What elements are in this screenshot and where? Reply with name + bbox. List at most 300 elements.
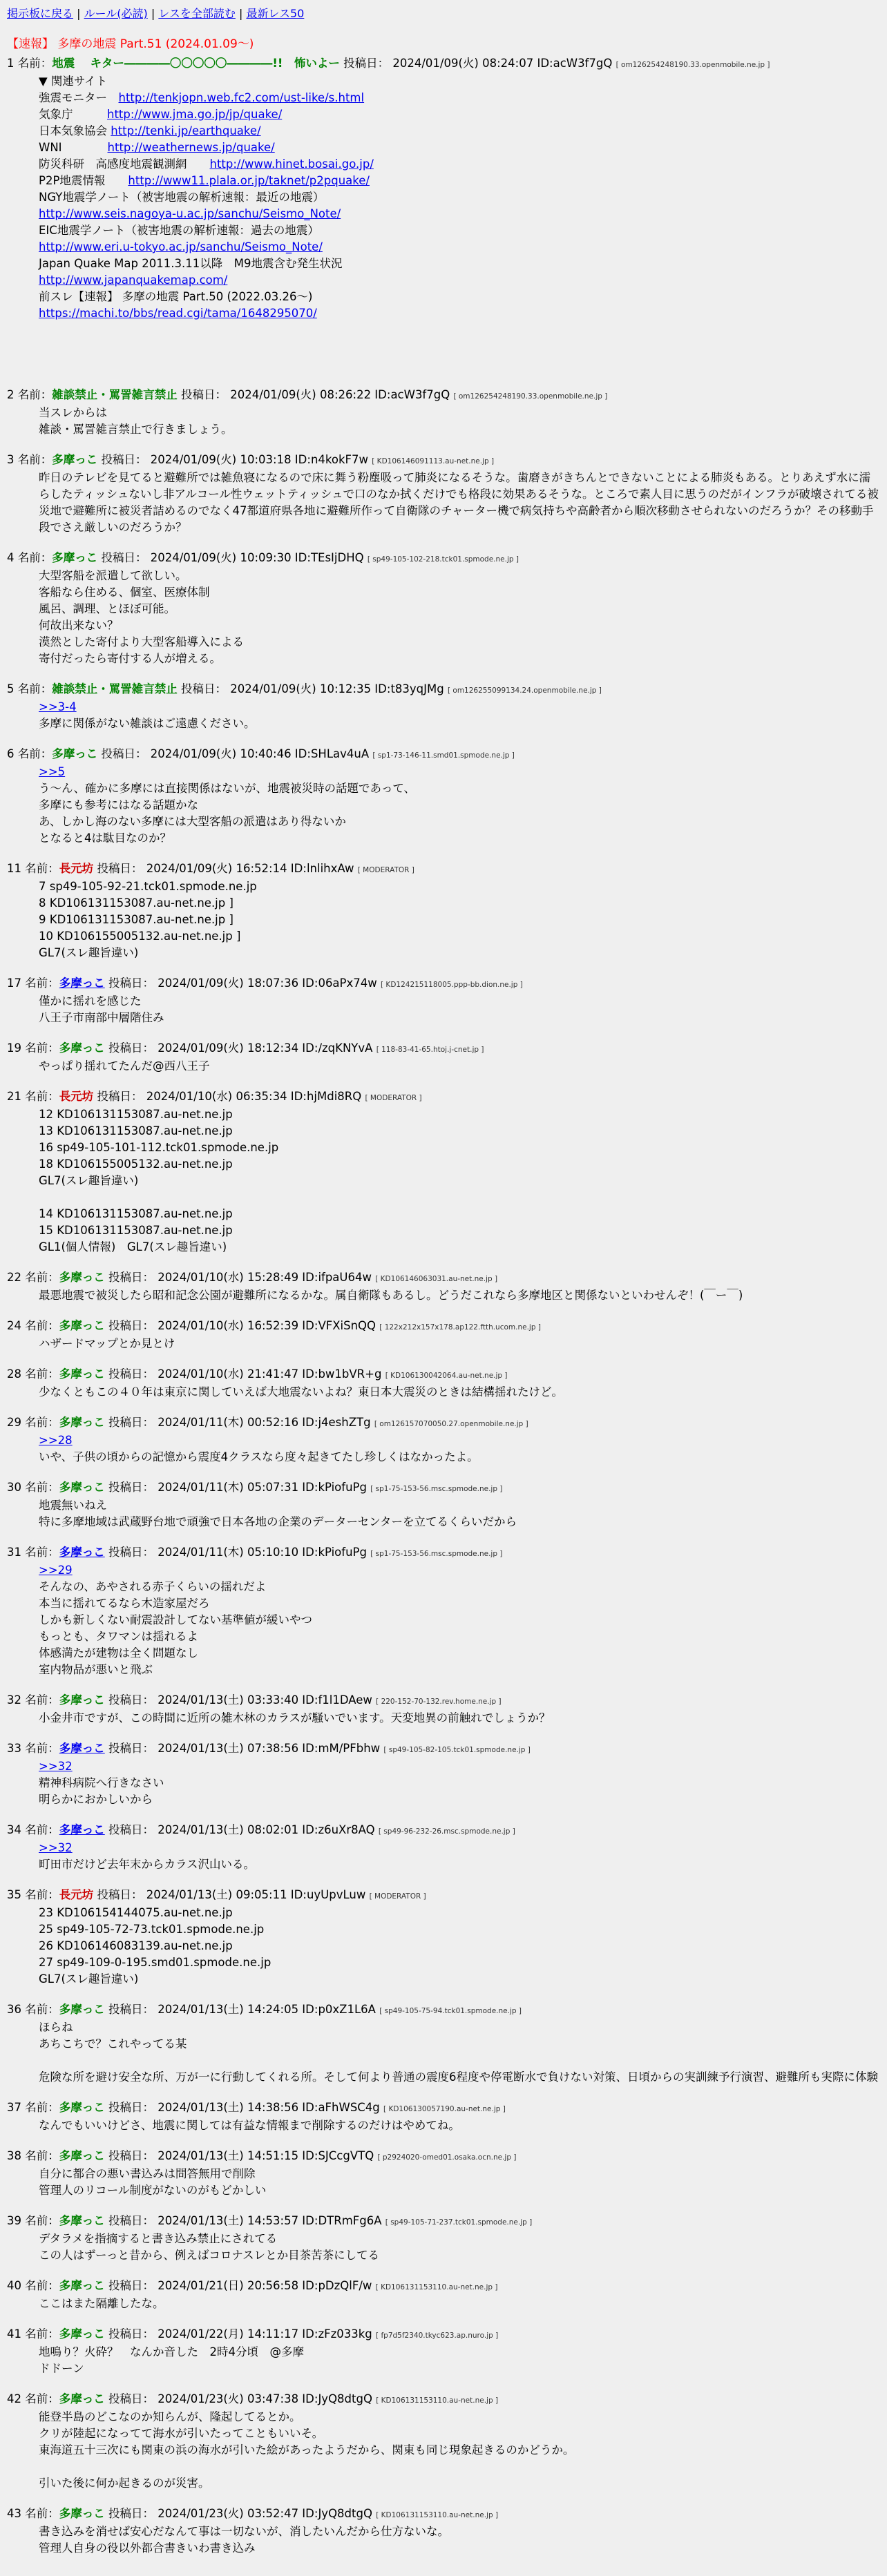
post-line [39,1449,880,1465]
post-date: 投稿日： 2024/01/13(土) 09:05:11 ID:uyUpvLuw [93,1888,370,1901]
post-text: ▼ 関連サイト [39,75,108,88]
name-label: 名前： [25,2149,59,2162]
post-body [39,1106,880,1256]
post-text: なんでもいいけどさ、地震に関しては有益な情報まで削除するのだけはやめてね。 [39,2119,460,2132]
post-text: 14 KD106131153087.au-net.ne.jp [39,1207,233,1220]
post-line [39,1905,880,1921]
related-site-link[interactable]: http://www.eri.u-tokyo.ac.jp/sanchu/Seismo_Note/ [39,240,323,253]
post-text: 12 KD106131153087.au-net.ne.jp [39,1108,233,1121]
post-line [39,1140,880,1156]
post-line [39,1206,880,1222]
post-line [39,1645,880,1662]
poster-name-link[interactable]: 多摩っこ [59,1546,105,1559]
post-text: 7 sp49-105-92-21.tck01.spmode.ne.jp [39,880,257,893]
post-date: 投稿日： 2024/01/13(土) 14:53:57 ID:DTRmFg6A [104,2214,385,2227]
post-host: [ sp1-75-153-56.msc.spmode.ne.jp ] [370,1550,503,1558]
post-host: [ sp49-105-71-237.tck01.spmode.ne.jp ] [385,2218,533,2227]
post-line [39,1595,880,1612]
post-body [39,1710,880,1727]
post-line [39,222,880,239]
post-line [39,2182,880,2199]
post-number: 30 [7,1481,26,1494]
poster-name: 多摩っこ [59,2507,105,2520]
post-number: 5 [7,682,18,695]
post-text: GL7(スレ趣旨違い) [39,1174,139,1187]
post-date: 投稿日： 2024/01/13(土) 03:33:40 ID:f1l1DAew [104,1693,376,1707]
post-body [39,993,880,1026]
name-label: 名前： [25,1742,59,1755]
post-text: 自分に都合の悪い書込みは問答無用で削除 [39,2167,256,2180]
post-line [39,421,880,438]
post-host: [ om126254248190.33.openmobile.ne.jp ] [616,61,770,69]
post [7,2326,880,2377]
poster-name: 多摩っこ [59,1319,105,1332]
post [7,452,880,536]
post-text: 引いた後に何か起きるのが災害。 [39,2477,210,2490]
post-body [39,73,880,322]
post-date: 投稿日： 2024/01/13(土) 14:24:05 ID:p0xZ1L6A [104,2003,380,2016]
name-label: 名前： [17,682,53,695]
post-number: 34 [7,1823,26,1836]
post-line [39,2442,880,2459]
post-line [39,2231,880,2247]
post-line [39,1775,880,1791]
post-header [7,2506,880,2524]
post-number: 21 [7,1090,26,1103]
post-text: 客船なら住める、個室、医療体制 [39,586,210,599]
post-text: 何故出来ない？ [39,619,119,632]
post-text: 23 KD106154144075.au-net.ne.jp [39,1906,233,1919]
related-site-link[interactable]: http://www.japanquakemap.com/ [39,273,228,287]
post-body [39,2019,880,2086]
post-line [39,651,880,667]
post-line [39,2296,880,2312]
post [7,681,880,732]
post-number: 38 [7,2149,26,2162]
post [7,2391,880,2492]
post [7,2278,880,2312]
post-header [7,1822,880,1840]
post-line [39,256,880,272]
post-header [7,746,880,764]
post-header [7,1692,880,1710]
post-text: 雑談・罵詈雑言禁止で行きましょう。 [39,423,233,436]
poster-name: 多摩っこ [59,2003,105,2016]
post-text: 危険な所を避け安全な所、万が一に行動してくれる所。そして何より普通の震度6程度や停電断水で負けない対策、日頃からの実訓練予行演習、避難所も実際に体験 [39,2070,878,2084]
post-host: [ KD106131153110.au-net.ne.jp ] [375,2283,498,2291]
name-label: 名前： [17,453,53,466]
poster-name: 多摩っこ [59,1367,105,1381]
post-text: 風呂、調理、とほぼ可能。 [39,602,175,615]
post-text: 体感満たが建物は全く問題なし [39,1646,198,1660]
post-host: [ sp49-105-102-218.tck01.spmode.ne.jp ] [367,555,519,564]
post [7,1414,880,1465]
post-line [39,2459,880,2475]
post-number: 22 [7,1271,26,1284]
post-line [39,1971,880,1988]
post-line [39,90,880,106]
name-label: 名前： [25,1823,59,1836]
post-text: 町田市だけど去年末からカラス沢山いる。 [39,1858,256,1871]
post-text: ここはまた隔離したな。 [39,2297,164,2310]
post-text: 多摩に関係がない雑談はご遠慮ください。 [39,717,256,730]
nav-separator: | [238,7,247,20]
post-host: [ MODERATOR ] [369,1892,426,1901]
latest-50-link[interactable]: 最新レス50 [246,7,305,20]
post [7,1740,880,1808]
post-text: 8 KD106131153087.au-net.ne.jp ] [39,896,233,910]
poster-name: 多摩っこ [59,1041,105,1055]
post-line [39,156,880,173]
post-body [39,1497,880,1530]
post-text: GL1(個人情報) GL7(スレ趣旨違い) [39,1240,227,1253]
post-text: 25 sp49-105-72-73.tck01.spmode.ne.jp [39,1923,265,1936]
poster-name: 多摩っこ [59,2327,105,2340]
reply-anchor-link[interactable]: >>5 [39,765,66,778]
post-body [39,1058,880,1075]
post-line [39,2475,880,2492]
post-line [39,2019,880,2036]
post-body [39,878,880,961]
post-line [39,1287,880,1304]
post-line [39,1106,880,1123]
post-text: 気象庁 [39,108,107,121]
post-text: GL7(スレ趣旨違い) [39,946,139,959]
post-date: 投稿日： 2024/01/09(火) 18:07:36 ID:06aPx74w [104,977,381,990]
post-line [39,1840,880,1856]
post-text: 本当に揺れてるなら木造家屋だろ [39,1597,210,1610]
post-line [39,814,880,830]
post [7,2148,880,2199]
post-line [39,699,880,715]
post-text: 15 KD106131153087.au-net.ne.jp [39,1224,233,1237]
post-date: 投稿日： 2024/01/13(土) 14:51:15 ID:SJCcgVTQ [104,2149,378,2162]
post-body [39,2231,880,2264]
post-line [39,2036,880,2053]
reply-anchor-link[interactable]: >>32 [39,1841,73,1854]
post-line [39,1628,880,1645]
post-header [7,1740,880,1758]
post-line [39,764,880,780]
post [7,550,880,667]
post-text: クリが陸起になってて海水が引いたってこともいいそ。 [39,2427,324,2440]
related-site-link[interactable]: http://www.seis.nagoya-u.ac.jp/sanchu/Seismo_Note/ [39,207,341,220]
name-label: 名前： [17,388,53,401]
post-host: [ KD106130057190.au-net.ne.jp ] [383,2105,506,2113]
post-text: 防災科研 高感度地震観測網 [39,157,210,171]
post-text: 少なくともこの４０年は東京に関していえば大地震ないよね？東日本大震災のときは結構揺れたけど。 [39,1385,563,1398]
post-host: [ sp49-105-75-94.tck01.spmode.ne.jp ] [379,2007,522,2015]
read-all-link[interactable]: レスを全部読む [158,7,236,20]
post-header [7,2278,880,2296]
name-label: 名前： [25,1271,59,1284]
post-line [39,206,880,222]
post-header [7,1318,880,1336]
post-date: 投稿日： 2024/01/10(水) 16:52:39 ID:VFXiSnQQ [104,1319,380,1332]
post-body [39,2166,880,2199]
post-text: となると4は駄目なのか？ [39,832,171,845]
post-host: [ 220-152-70-132.rev.home.ne.jp ] [376,1698,502,1706]
name-label: 名前： [25,2214,59,2227]
name-label: 名前： [25,1090,59,1103]
related-site-link[interactable]: http://weathernews.jp/quake/ [107,141,275,154]
post-number: 2 [7,388,18,401]
post-number: 19 [7,1041,26,1055]
poster-name: 多摩っこ [59,1416,105,1429]
post-line [39,2166,880,2182]
post-line [39,1938,880,1954]
post-header [7,1887,880,1905]
post-line [39,1612,880,1628]
post [7,387,880,438]
post-text: しかも新しくない耐震設計してない基準値が緩いやつ [39,1613,312,1626]
post [7,2001,880,2086]
post-header [7,55,880,73]
post-text: Japan Quake Map 2011.3.11以降 M9地震含む発生状況 [39,257,343,270]
post-line [39,1336,880,1352]
reply-anchor-link[interactable]: >>29 [39,1564,73,1577]
name-label: 名前： [25,2507,59,2520]
post-text: 10 KD106155005132.au-net.ne.jp ] [39,930,241,943]
post-body [39,470,880,536]
post-number: 3 [7,453,18,466]
poster-name: 長元坊 [59,1090,94,1103]
poster-name-link[interactable]: 多摩っこ [59,1823,105,1836]
post-host: [ om126157070050.27.openmobile.ne.jp ] [374,1420,528,1428]
post-host: [ 118-83-41-65.htoj.j-cnet.jp ] [376,1046,484,1054]
post-date: 投稿日： 2024/01/22(月) 14:11:17 ID:zFz033kg [104,2327,376,2340]
post-text: 16 sp49-105-101-112.tck01.spmode.ne.jp [39,1141,279,1154]
post-line [39,123,880,140]
name-label: 名前： [25,1041,59,1055]
post-line [39,945,880,961]
post-text: 精神科病院へ行きなさい [39,1776,164,1789]
post-line [39,895,880,912]
post-text: 18 KD106155005132.au-net.ne.jp [39,1157,233,1171]
post-line [39,2053,880,2069]
post-text: う〜ん、確かに多摩には直接関係はないが、地震被災時の話題であって、 [39,782,415,795]
post-date: 投稿日： 2024/01/09(火) 10:03:18 ID:n4kokF7w [97,453,372,466]
post-number: 35 [7,1888,26,1901]
post-text: 昨日のテレビを見てると避難所では雑魚寝になるので床に舞う粉塵吸って肺炎になるそうな。歯磨きがきちんとできないことによる肺炎もある。とりあえず水に濡らしたティッシュないし非アルコール性ウェットティッシュで口のなか拭くだけでも格段に効果あるそうな。ところで素人目に思うのだがインフラが破壊されてる被災地で避難所に被災者詰めるのでなく47都道府県各地に避難所作って自衛隊のチャーター機で病気持ちや高齢者から順次移動させられないのだろうか？その移動手段でさえ厳しいのだろうか？ [39,471,879,534]
post-line [39,2425,880,2442]
post-number: 41 [7,2327,26,2340]
name-label: 名前： [25,977,59,990]
post-text: 僅かに揺れを感じた [39,994,142,1008]
post-date: 投稿日： 2024/01/23(火) 03:52:47 ID:JyQ8dtgQ [104,2507,376,2520]
post-line [39,73,880,90]
reply-anchor-link[interactable]: >>3-4 [39,700,77,713]
post-header [7,2213,880,2231]
post-host: [ KD124215118005.ppp-bb.dion.ne.jp ] [381,981,523,989]
post-number: 24 [7,1319,26,1332]
name-label: 名前： [25,1416,59,1429]
related-site-link[interactable]: https://machi.to/bbs/read.cgi/tama/1648295070/ [39,307,317,320]
post-line [39,912,880,928]
post-line [39,305,880,322]
post-text: 管理人のリコール制度がないのがもどかしい [39,2184,267,2197]
poster-name: 長元坊 [59,862,94,875]
post-body [39,2296,880,2312]
post-number: 36 [7,2003,26,2016]
poster-name: 多摩っこ [59,1271,105,1284]
post-number: 17 [7,977,26,990]
related-site-link[interactable]: http://www11.plala.or.jp/taknet/p2pquake/ [128,174,370,187]
reply-anchor-link[interactable]: >>32 [39,1760,73,1773]
post-text: 大型客船を派遣して欲しい。 [39,569,187,582]
post-date: 投稿日： 2024/01/13(土) 14:38:56 ID:aFhWSC4g [104,2101,384,2114]
post-body [39,1384,880,1401]
post-body [39,2524,880,2557]
post-date: 投稿日： 2024/01/13(土) 08:02:01 ID:z6uXr8AQ [104,1823,379,1836]
post-text: いや、子供の頃からの記憶から震度4クラスなら度々起きてたし珍しくはなかったよ。 [39,1450,479,1463]
post [7,1318,880,1352]
post-header [7,387,880,405]
name-label: 名前： [25,1481,59,1494]
post-line [39,1954,880,1971]
nav-separator: | [77,7,84,20]
related-site-link[interactable]: http://tenki.jp/earthquake/ [111,124,261,137]
post-header [7,550,880,568]
post-line [39,1058,880,1075]
post-text: NGY地震学ノート（被害地震の解析速報：最近の地震） [39,191,325,204]
post-date: 投稿日： 2024/01/10(水) 06:35:34 ID:hjMdi8RQ [93,1090,365,1103]
post-header [7,1088,880,1106]
post-body [39,764,880,847]
post-line [39,1222,880,1239]
post-text: EIC地震学ノート（被害地震の解析速報：過去の地震） [39,224,319,237]
post-text: 13 KD106131153087.au-net.ne.jp [39,1124,233,1137]
post-host: [ fp7d5f2340.tkyc623.ap.nuro.jp ] [376,2332,499,2340]
post-text: そんなの、あやされる赤子くらいの揺れだよ [39,1580,267,1593]
post-date: 投稿日： 2024/01/10(水) 21:41:47 ID:bw1bVR+g [104,1367,385,1381]
post-text: 26 KD106146083139.au-net.ne.jp [39,1939,233,1952]
post-line [39,2069,880,2086]
post-text: あ、しかし海のない多摩には大型客船の派遣はあり得ないか [39,815,346,828]
post-line [39,1662,880,1678]
post-line [39,2409,880,2425]
post-body [39,2117,880,2134]
poster-name-link[interactable]: 多摩っこ [59,1742,105,1755]
post-line [39,617,880,634]
post-number: 40 [7,2279,26,2292]
post-line [39,272,880,289]
back-to-board-link[interactable]: 掲示板に戻る [7,7,74,20]
post-body [39,1758,880,1808]
post [7,1887,880,1988]
post-text: 9 KD106131153087.au-net.ne.jp ] [39,913,233,926]
post-text: 書き込みを消せば安心だなんて事は一切ないが、消したいんだから仕方ないな。 [39,2525,449,2538]
post-date: 投稿日： 2024/01/11(木) 05:10:10 ID:kPiofuPg [104,1546,371,1559]
post-text: 東海道五十三次にも関東の浜の海水が引いた絵があったようだから、関東も同じ現象起きるのかどうか。 [39,2443,575,2457]
post [7,1479,880,1530]
post-header [7,2326,880,2344]
post [7,2506,880,2557]
post-text: 多摩にも参考にはなる話題かな [39,798,198,811]
post-text: 地鳴り？火砕？ なんか音した 2時4分頃 @多摩 [39,2345,304,2358]
post-text: あちこちで？これやってる某 [39,2037,187,2050]
post-line [39,993,880,1010]
post-header [7,452,880,470]
post [7,1269,880,1304]
post-line [39,830,880,847]
post-text: ハザードマップとか見とけ [39,1337,175,1350]
post-header [7,1269,880,1287]
related-site-link[interactable]: http://tenkjopn.web.fc2.com/ust-like/s.html [118,91,365,104]
post-date: 投稿日： 2024/01/11(木) 00:52:16 ID:j4eshZTg [104,1416,374,1429]
post-text: WNI [39,141,108,154]
post-text: 強震モニター [39,91,119,104]
poster-name-link[interactable]: 多摩っこ [59,977,105,990]
post-number: 33 [7,1742,26,1755]
post-header [7,975,880,993]
name-label: 名前： [17,747,53,760]
poster-name: 多摩っこ [59,2214,105,2227]
poster-name: 多摩っこ [52,551,98,564]
post-text: 寄付だったら寄付する人が増える。 [39,652,221,665]
post-host: [ om126255099134.24.openmobile.ne.jp ] [447,686,602,695]
post-body [39,2409,880,2492]
post-text: 室内物品が悪いと飛ぶ [39,1663,153,1676]
post-header [7,2391,880,2409]
post-line [39,1173,880,1189]
post-header [7,681,880,699]
poster-name: 長元坊 [59,1888,94,1901]
post [7,861,880,961]
post-date: 投稿日： 2024/01/09(火) 18:12:34 ID:/zqKNYvA [104,1041,376,1055]
post-line [39,634,880,651]
post-text: 最悪地震で被災したら昭和記念公園が避難所になるかな。属自衛隊もあるし。どうだこれなら多摩地区と関係ないといわせんぞ！(￣ー￣) [39,1289,743,1302]
rules-link[interactable]: ルール(必読) [84,7,148,20]
post-number: 31 [7,1546,26,1559]
post-text: ほらね [39,2021,73,2034]
name-label: 名前： [25,2279,59,2292]
post-line [39,878,880,895]
name-label: 名前： [25,862,59,875]
related-site-link[interactable]: http://www.jma.go.jp/jp/quake/ [107,108,283,121]
post-host: [ KD106130042064.au-net.ne.jp ] [385,1372,508,1380]
post-header [7,2001,880,2019]
post-number: 11 [7,862,26,875]
post-host: [ sp49-96-232-26.msc.spmode.ne.jp ] [378,1827,515,1836]
post-text: ドドーン [39,2362,84,2375]
post-body [39,1287,880,1304]
related-site-link[interactable]: http://www.hinet.bosai.go.jp/ [209,157,374,171]
post-text: 小金井市ですが、この時間に近所の雑木林のカラスが騒いでいます。天変地異の前触れでしょうか？ [39,1711,551,1724]
post-line [39,2344,880,2361]
poster-name: 雑談禁止・罵詈雑言禁止 [52,682,178,695]
post-line [39,928,880,945]
post-header [7,2148,880,2166]
post-number: 43 [7,2507,26,2520]
post-date: 投稿日： 2024/01/21(日) 20:56:58 ID:pDzQlF/w [104,2279,376,2292]
post-body [39,1432,880,1465]
post-date: 投稿日： 2024/01/09(火) 10:12:35 ID:t83yqJMg [177,682,448,695]
post-line [39,405,880,421]
reply-anchor-link[interactable]: >>28 [39,1434,73,1447]
poster-name: 多摩っこ [59,2101,105,2114]
post-text: 当スレからは [39,406,107,419]
post-line [39,601,880,617]
post-line [39,1123,880,1140]
post-text: 特に多摩地域は武蔵野台地で頑強で日本各地の企業のデーターセンターを立てるくらいだから [39,1515,517,1528]
poster-name: 多摩っこ [59,2149,105,2162]
post-body [39,568,880,667]
post-line [39,1758,880,1775]
post-host: [ KD106146063031.au-net.ne.jp ] [375,1275,498,1283]
post-text: 管理人自身の役以外都合書きいわ書き込み [39,2541,256,2555]
post-line [39,239,880,256]
